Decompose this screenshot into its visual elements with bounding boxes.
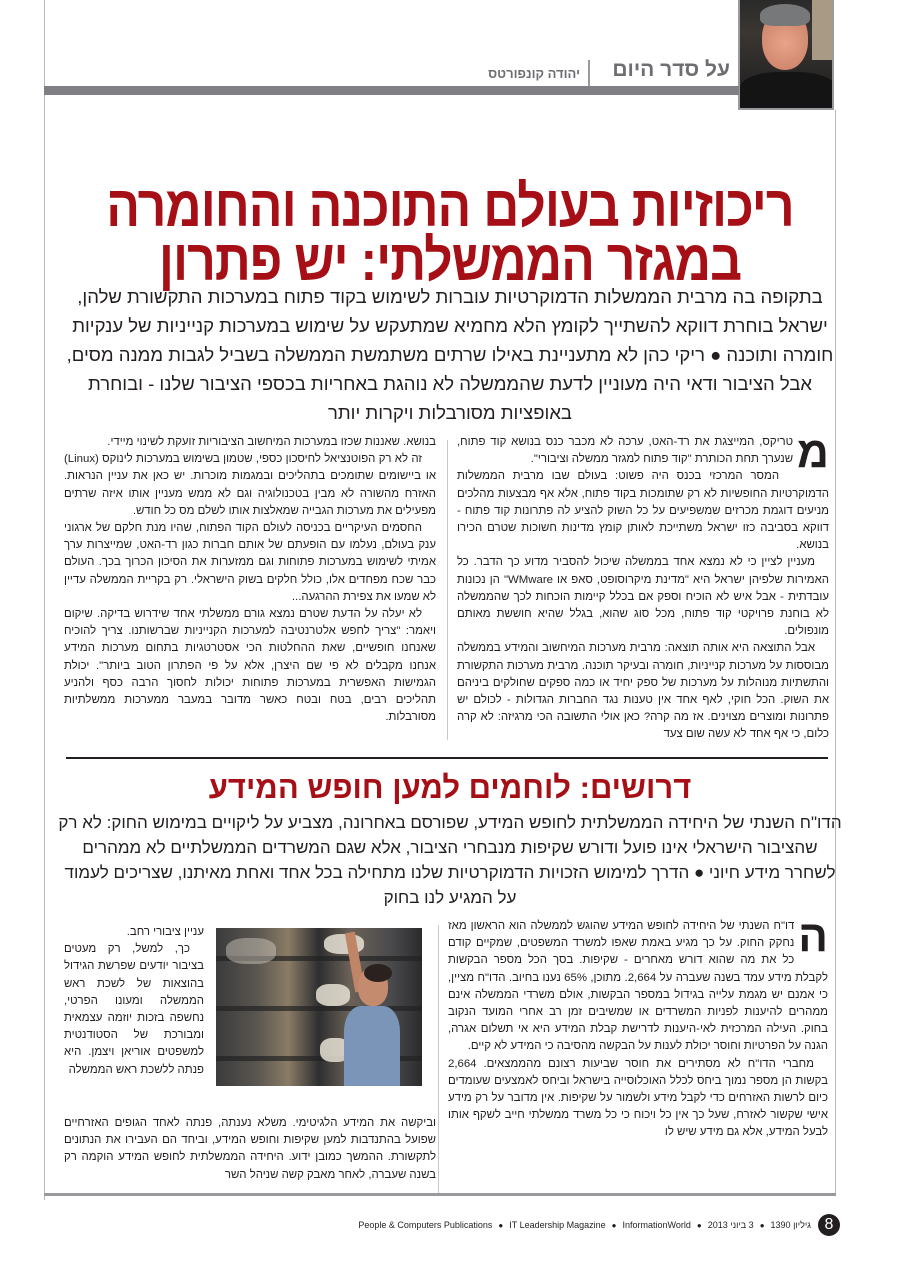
paragraph: [457, 428, 829, 477]
section-column-right: [448, 912, 828, 1142]
photo-background: [812, 0, 832, 60]
section-subtitle: הדו"ח השנתי של היחידה הממשלתית לחופש המידע, שפורסם באחרונה, מצביע על ליקויים במימוש החוק: לא רק שהציבור הישראלי אינו פועל ודורש שקיפות מנבחרי הציבור, אלא שגם המשרדים הממשלתיים לא ממהרים לשחרר מידע חיוני ● הדרך למימוש הזכויות הדמוקרטיות שלנו מתחילה בכל אחד ואחת מאיתנו, שצריכים לעמוד על המגיע לנו בחוק: [58, 813, 842, 907]
column-name: על סדר היום: [612, 58, 730, 81]
paragraph: [448, 912, 828, 1056]
paragraph-text: דו"ח השנתי של היחידה לחופש המידע שהוגש לממשלה הוא הראשון מאז נחקק החוק. על כך מגיע באמת שאפו למשרד המשפטים, שמקיים קודם כל את מה שהוא דורש מאחרים - שקיפות. בסך הכל מספר הבקשות לקבלת מידע עמד בשנה שעברה על 2,664. מתוכן, 65% נענו בחיוב. הדו"ח מציין, כי אמנם יש מגמת עלייה בגידול במספר הבקשות, אולם משרדי הממשלה אינם ממהרים להיענות לפניות המשרדים או שמשיבים זמן רב אחרי המועד הנקוב בחוק. העילה המרכזית לאי-היענות לדרישת קבלת המידע היא אי תשלום אגרה, הגנה על הפרטיות וחוסר יכולת לענות על הבקשה מהסיבה כי המידע לא קיים.: [448, 920, 828, 1053]
footer-magazine: IT Leadership Magazine: [509, 1220, 606, 1230]
article-column-right: [457, 428, 829, 744]
paragraph: וביקשה את המידע הלגיטימי. משלא נענתה, פנתה לאחד הגופים האזרחיים שפועל בהתנדבות למען שקיפות וחופש המידע, וביחד הם העבירו את הנתונים לתקשורת. ההמשך כמובן ידוע. היחידה הממשלתית לחופש המידע הוקמה רק בשנה שעברה, לאחר מאבק קשה שניהל השר: [64, 1117, 436, 1181]
article-photo: [216, 928, 422, 1086]
paragraph: בנושא. שאננות שכזו במערכות המיחשוב הציבוריות זועקת לשינוי מיידי.: [107, 436, 436, 448]
article-title: ריכוזיות בעולם התוכנה והחומרה במגזר הממשלתי: יש פתרון: [106, 174, 794, 293]
bottom-rule: [44, 1193, 836, 1196]
header-bar: [44, 86, 739, 95]
photo-shirt: [740, 72, 834, 110]
photo-shirt: [344, 1006, 400, 1086]
column-separator: [447, 440, 448, 740]
section-column-left-narrow: [64, 924, 204, 1079]
paragraph: מעניין לציין כי לא נמצא אחד בממשלה שיכול להסביר מדוע כך הדבר. כל האמירות שלפיהן ישראל היא "מדינת מיקרוסופט, סאפ או WMware" הן נכונות עובדתית - אבל איש לא הוכיח וספק אם בכלל קיימות הוכחות לכך שהממשלה לא בוחנת פרויקטי קוד פתוח, מכל סוג שהוא, בגלל שהיא חוששת מאותם מונפולים.: [457, 556, 829, 638]
drop-cap: ה: [798, 912, 828, 961]
author-name: יהודה קונפורטס: [488, 66, 580, 81]
paragraph: המסר המרכזי בכנס היה פשוט: בעולם שבו מרבית הממשלות הדמוקרטיות החופשיות לא רק שתומכות בקוד פתוח, אלא אף מבצעות מהלכים מניעים דוגמת מכרזים שמשפיעים על כל השוק להציע לה פתרונות קוד פתוח - דווקא בסביבה כזו ישראל משתייכת לאותן קומץ מדינות חשוכות שטרם הכירו בנושא.: [457, 470, 829, 552]
paragraph: החסמים העיקריים בכניסה לעולם הקוד הפתוח, שהיו מנת חלקם של ארגוני ענק בעולם, נעלמו עם הופעתם של אותם חברות כגון רד-האט, שמייצרות ערך אמיתי לשימוש במערכות פתוחות וגם ממזערות את הסיכון הכרוך בכך. העולם כבר שכח מפחדים אלו, כולל חלקים בשוק הישראלי. רק בקריית הממשלה עדיין לא שמעו את צפירת ההרגעה...: [64, 522, 436, 603]
footer-date: 3 ביוני 2013: [707, 1220, 754, 1230]
section-divider: [66, 757, 828, 759]
article-subtitle: בתקופה בה מרבית הממשלות הדמוקרטיות עוברות לשימוש בקוד פתוח במערכות התקשורת שלהן, ישראל בוחרת דווקא להשתייך לקומץ הלא מחמיא שמתעקש על שימוש במערכות קנייניות של ענקיות חומרה ותוכנה ● ריקי כהן לא מתעניינת באילו שרתים משתמשת הממשלה בשביל לגבות ממנה מסים, אבל הציבור ודאי היה מעוניין לדעת שהממשלה לא נוהגת באחריות בכספי הציבור שלנו - ובוחרת באופציות מסורבלות ויקרות יותר: [66, 286, 834, 423]
page-number: 8: [818, 1214, 840, 1236]
bullet-icon: ●: [759, 1220, 765, 1230]
paragraph: אבל התוצאה היא אותה תוצאה: מרבית מערכות המיחשוב והמידע בממשלה מבוססות על מערכות קנייניות, חומרה ובעיקר תוכנה. מרבית מערכות התקשורת והתשתיות מנוהלות על מערכות של ספק יחיד או כמה ספקים שחולקים ביניהם את השוק. הכל חוקי, לאף אחד אין טענות נגד החברות הגדולות - לכולם יש פתרונות ומוצרים מצוינים. אז מה קרה? כאן אולי התשובה הכי מרגיזה: לא קרה כלום, כי אף אחד לא עשה שום צעד: [457, 642, 829, 741]
page-footer: [350, 1212, 840, 1238]
bullet-icon: ●: [611, 1220, 617, 1230]
header-divider: [588, 60, 590, 88]
author-photo: [738, 0, 834, 110]
paragraph: זה לא רק הפוטנציאל לחיסכון כספי, שטמון בשימוש במערכות לינוקס (Linux) או ביישומים שתומכים בתהליכים ובמגמות מוכרות. יש כאן את עניין הנראות. האזרח מהשורה לא מבין בטכנולוגיה וגם לא ממש מעניין אותו איזה שרתים מפעילים את מערכות הגבייה שמאלצות אותו לשלם מס כל חודש.: [64, 453, 436, 517]
paragraph: כך, למשל, רק מעטים בציבור יודעים שפרשת הגידול בהוצאות של לשכת ראש הממשלה ומעונו הפרטי, נחשפה בזכות יוזמה עצמאית ומבורכת של הסטודנטית למשפטים אוריאן ויצמן. היא פנתה ללשכת ראש הממשלה: [64, 943, 204, 1076]
paragraph: עניין ציבורי רחב.: [126, 926, 204, 938]
column-separator: [438, 925, 439, 1195]
photo-papers: [316, 984, 350, 1006]
photo-hair: [760, 4, 810, 26]
section-column-left-wide: [64, 1115, 436, 1184]
photo-hair: [364, 964, 392, 982]
footer-issue: גיליון 1390: [770, 1220, 811, 1230]
footer-publication: InformationWorld: [622, 1220, 691, 1230]
drop-cap: מ: [797, 428, 829, 477]
photo-papers: [226, 938, 276, 964]
paragraph: מחברי הדו"ח לא מסתירים את חוסר שביעות רצונם מהממצאים. 2,664 בקשות הן מספר נמוך ביחס לכלל האוכלוסייה בישראל וביחס לאמצעים שעומדים כיום לרשות האזרחים כדי לקבל מידע ולשמור על שקיפות. אין מדובר על רק מידע אישי שקשור לאזרח, שעל כך אין כל ויכוח כי כל משרד ממשלתי חייב לשקף אותו לבעל המידע, אלא גם מידע שיש לו: [448, 1057, 828, 1139]
bullet-icon: ●: [498, 1220, 504, 1230]
paragraph-text: טריקס, המייצגת את רד-האט, ערכה לא מכבר כנס בנושא קוד פתוח, שנערך תחת הכותרת "קוד פתוח למגזר ממשלה וציבורי".: [457, 436, 794, 466]
paragraph: לא יעלה על הדעת שטרם נמצא גורם ממשלתי אחד שידרוש בדיקה. שיקום ויאמר: "צריך לחפש אלטרנטיבה למערכות הקנייניות שברשותנו. צריך להוכיח שאנחנו חופשיים, שאת ההחלטות הכי אסטרטגיות בתחום מערכות המידע אנחנו מקבלים לא פי שם היצרן, אלא על פי הפתרון הטוב ביותר". יכולת הגמישות האפשרית במערכות פתוחות יכולות לחסוך הרבה כסף ולהניע תהליכים רבים, בטח ובטח כאשר מדובר במעבר ממערכות ממשלתיות מסורבלות.: [64, 608, 436, 724]
section-title: דרושים: לוחמים למען חופש המידע: [208, 770, 692, 805]
page-frame-left: [44, 0, 45, 1200]
bullet-icon: ●: [696, 1220, 702, 1230]
footer-publisher: People & Computers Publications: [358, 1220, 493, 1230]
article-column-left: [64, 434, 436, 726]
